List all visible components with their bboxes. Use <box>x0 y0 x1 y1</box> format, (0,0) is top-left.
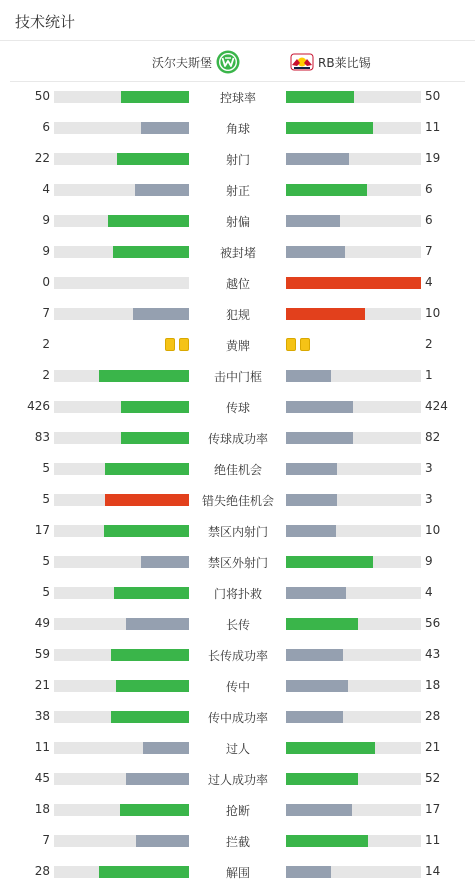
home-bar-track <box>54 184 189 196</box>
stat-row <box>0 299 475 330</box>
stat-label: 控球率 <box>219 91 256 105</box>
home-value: 11 <box>34 740 50 754</box>
stat-row <box>0 733 475 764</box>
stat-row <box>0 764 475 795</box>
away-value: 52 <box>425 771 441 785</box>
home-bar-fill <box>141 556 189 568</box>
away-bar-fill <box>286 91 354 103</box>
stat-row <box>0 113 475 144</box>
away-bar-track <box>286 835 421 847</box>
stat-label: 门将扑救 <box>213 587 262 601</box>
home-value: 6 <box>42 120 50 134</box>
away-bar-track <box>286 308 421 320</box>
stat-row <box>0 206 475 237</box>
away-bar-fill <box>286 525 336 537</box>
away-value: 82 <box>425 430 441 444</box>
away-value: 17 <box>425 802 441 816</box>
away-value: 18 <box>425 678 441 692</box>
away-value: 4 <box>425 275 433 289</box>
home-value: 17 <box>34 523 50 537</box>
stat-label: 过人 <box>225 742 250 756</box>
away-bar-fill <box>286 494 337 506</box>
stat-row <box>0 857 475 888</box>
stat-row <box>0 826 475 857</box>
away-yellow-cards <box>286 338 314 352</box>
away-bar-track <box>286 401 421 413</box>
home-bar-track <box>54 866 189 878</box>
stat-row <box>0 268 475 299</box>
home-bar-fill <box>121 432 189 444</box>
home-value: 5 <box>42 554 50 568</box>
home-bar-track <box>54 122 189 134</box>
home-bar-fill <box>120 804 189 816</box>
home-bar-track <box>54 804 189 816</box>
yellow-card-icon <box>286 338 296 351</box>
home-value: 45 <box>34 771 50 785</box>
away-value: 10 <box>425 523 441 537</box>
stat-label: 射正 <box>225 184 250 198</box>
home-bar-fill <box>133 308 189 320</box>
away-value: 3 <box>425 492 433 506</box>
home-bar-fill <box>99 866 189 878</box>
away-bar-fill <box>286 587 346 599</box>
stat-label: 被封堵 <box>219 246 256 260</box>
away-value: 7 <box>425 244 433 258</box>
away-bar-track <box>286 587 421 599</box>
away-team-name: RB莱比锡 <box>318 55 371 70</box>
away-bar-fill <box>286 401 353 413</box>
leipzig-logo-icon <box>290 53 314 71</box>
away-bar-track <box>286 246 421 258</box>
home-bar-fill <box>135 184 189 196</box>
away-value: 4 <box>425 585 433 599</box>
away-value: 11 <box>425 833 441 847</box>
away-bar-fill <box>286 277 421 289</box>
stat-row <box>0 82 475 113</box>
stat-label: 传球成功率 <box>207 432 268 446</box>
home-value: 28 <box>34 864 50 878</box>
home-value: 21 <box>34 678 50 692</box>
home-bar-fill <box>141 122 189 134</box>
title-bar <box>0 0 475 41</box>
home-bar-track <box>54 742 189 754</box>
away-bar-track <box>286 215 421 227</box>
away-bar-track <box>286 91 421 103</box>
yellow-card-icon <box>165 338 175 351</box>
yellow-card-icon <box>179 338 189 351</box>
home-value: 2 <box>42 337 50 351</box>
home-bar-track <box>54 308 189 320</box>
stat-label: 禁区内射门 <box>207 525 268 539</box>
stat-row <box>0 423 475 454</box>
away-value: 10 <box>425 306 441 320</box>
home-bar-fill <box>143 742 189 754</box>
away-bar-fill <box>286 308 365 320</box>
stat-label: 射偏 <box>225 215 250 229</box>
away-bar-fill <box>286 246 345 258</box>
home-bar-track <box>54 618 189 630</box>
stat-row <box>0 640 475 671</box>
away-value: 6 <box>425 182 433 196</box>
home-bar-track <box>54 649 189 661</box>
home-bar-track <box>54 153 189 165</box>
away-value: 14 <box>425 864 441 878</box>
away-bar-fill <box>286 215 340 227</box>
stat-label: 长传成功率 <box>207 649 268 663</box>
home-bar-track <box>54 246 189 258</box>
away-bar-fill <box>286 432 353 444</box>
stat-row <box>0 392 475 423</box>
away-value: 11 <box>425 120 441 134</box>
stat-row <box>0 609 475 640</box>
stat-label: 传球 <box>225 401 250 415</box>
away-bar-track <box>286 277 421 289</box>
away-bar-track <box>286 618 421 630</box>
home-bar-track <box>54 277 189 289</box>
home-bar-track <box>54 401 189 413</box>
home-bar-track <box>54 680 189 692</box>
stat-row <box>0 485 475 516</box>
wolfsburg-logo-icon <box>216 50 240 74</box>
home-value: 59 <box>34 647 50 661</box>
away-value: 9 <box>425 554 433 568</box>
away-bar-track <box>286 525 421 537</box>
stat-row <box>0 547 475 578</box>
away-value: 2 <box>425 337 433 351</box>
home-bar-fill <box>126 618 189 630</box>
home-value: 38 <box>34 709 50 723</box>
away-bar-track <box>286 711 421 723</box>
home-value: 18 <box>34 802 50 816</box>
away-bar-track <box>286 804 421 816</box>
away-bar-fill <box>286 618 358 630</box>
home-bar-fill <box>121 91 189 103</box>
away-bar-track <box>286 556 421 568</box>
home-bar-fill <box>117 153 189 165</box>
away-bar-fill <box>286 184 367 196</box>
home-bar-fill <box>105 463 189 475</box>
away-value: 19 <box>425 151 441 165</box>
home-value: 2 <box>42 368 50 382</box>
home-bar-fill <box>121 401 189 413</box>
stat-label: 击中门框 <box>213 370 262 384</box>
away-bar-fill <box>286 866 331 878</box>
stat-row <box>0 175 475 206</box>
home-value: 49 <box>34 616 50 630</box>
away-bar-track <box>286 773 421 785</box>
home-team[interactable] <box>152 48 240 76</box>
home-team-name: 沃尔夫斯堡 <box>151 55 212 70</box>
home-value: 50 <box>34 89 50 103</box>
home-bar-fill <box>111 711 189 723</box>
stat-row <box>0 795 475 826</box>
away-bar-fill <box>286 556 373 568</box>
home-bar-fill <box>116 680 189 692</box>
home-bar-track <box>54 835 189 847</box>
stat-label: 传中成功率 <box>207 711 268 725</box>
home-bar-fill <box>99 370 189 382</box>
stat-label: 错失绝佳机会 <box>201 494 274 508</box>
away-bar-fill <box>286 711 343 723</box>
stat-row <box>0 578 475 609</box>
home-bar-track <box>54 370 189 382</box>
away-value: 56 <box>425 616 441 630</box>
away-bar-fill <box>286 773 358 785</box>
home-value: 22 <box>34 151 50 165</box>
away-value: 424 <box>425 399 448 413</box>
stat-label: 角球 <box>225 122 250 136</box>
home-yellow-cards <box>161 338 189 352</box>
stat-row <box>0 330 475 361</box>
stat-label: 射门 <box>225 153 250 167</box>
home-value: 0 <box>42 275 50 289</box>
away-bar-track <box>286 680 421 692</box>
stat-row <box>0 237 475 268</box>
away-bar-fill <box>286 122 373 134</box>
stat-label: 传中 <box>225 680 250 694</box>
away-bar-track <box>286 184 421 196</box>
stat-label: 抢断 <box>225 804 250 818</box>
stat-row <box>0 516 475 547</box>
home-bar-fill <box>108 215 189 227</box>
home-bar-fill <box>136 835 189 847</box>
home-bar-fill <box>126 773 189 785</box>
home-bar-track <box>54 494 189 506</box>
home-bar-track <box>54 91 189 103</box>
away-bar-track <box>286 153 421 165</box>
home-bar-track <box>54 215 189 227</box>
away-bar-track <box>286 432 421 444</box>
stat-label: 长传 <box>225 618 250 632</box>
home-value: 7 <box>42 306 50 320</box>
stat-row <box>0 361 475 392</box>
away-bar-fill <box>286 804 352 816</box>
away-bar-track <box>286 649 421 661</box>
teams-header <box>10 41 465 82</box>
away-bar-fill <box>286 153 349 165</box>
home-bar-fill <box>105 494 189 506</box>
home-bar-track <box>54 432 189 444</box>
away-bar-fill <box>286 835 368 847</box>
home-bar-track <box>54 525 189 537</box>
away-bar-track <box>286 494 421 506</box>
stat-row <box>0 702 475 733</box>
home-bar-track <box>54 773 189 785</box>
away-team[interactable] <box>290 48 371 76</box>
away-bar-track <box>286 370 421 382</box>
stat-label: 犯规 <box>225 308 250 322</box>
away-bar-fill <box>286 463 337 475</box>
stat-label: 绝佳机会 <box>213 463 262 477</box>
away-value: 21 <box>425 740 441 754</box>
away-bar-track <box>286 463 421 475</box>
away-value: 28 <box>425 709 441 723</box>
home-value: 426 <box>27 399 50 413</box>
home-value: 83 <box>34 430 50 444</box>
home-bar-fill <box>104 525 189 537</box>
away-value: 6 <box>425 213 433 227</box>
home-bar-track <box>54 711 189 723</box>
away-value: 50 <box>425 89 441 103</box>
stat-row <box>0 671 475 702</box>
home-bar-track <box>54 463 189 475</box>
stat-label: 禁区外射门 <box>207 556 268 570</box>
away-value: 3 <box>425 461 433 475</box>
yellow-card-icon <box>300 338 310 351</box>
home-bar-fill <box>111 649 189 661</box>
away-bar-track <box>286 742 421 754</box>
home-bar-fill <box>114 587 189 599</box>
away-bar-fill <box>286 370 331 382</box>
page-title: 技术统计 <box>15 13 76 31</box>
away-bar-track <box>286 866 421 878</box>
home-value: 7 <box>42 833 50 847</box>
home-bar-track <box>54 587 189 599</box>
away-bar-fill <box>286 649 343 661</box>
away-value: 43 <box>425 647 441 661</box>
home-value: 5 <box>42 585 50 599</box>
away-bar-fill <box>286 742 375 754</box>
away-bar-fill <box>286 680 348 692</box>
home-value: 4 <box>42 182 50 196</box>
stat-label: 越位 <box>225 277 250 291</box>
home-bar-fill <box>113 246 189 258</box>
home-bar-track <box>54 556 189 568</box>
home-value: 5 <box>42 461 50 475</box>
away-bar-track <box>286 122 421 134</box>
stat-label: 过人成功率 <box>207 773 268 787</box>
home-value: 9 <box>42 244 50 258</box>
stat-row <box>0 144 475 175</box>
stat-label: 拦截 <box>225 835 250 849</box>
stats-table <box>0 82 475 888</box>
stat-label: 解围 <box>225 866 250 880</box>
stat-label: 黄牌 <box>225 339 250 353</box>
home-value: 5 <box>42 492 50 506</box>
away-value: 1 <box>425 368 433 382</box>
home-value: 9 <box>42 213 50 227</box>
stat-row <box>0 454 475 485</box>
